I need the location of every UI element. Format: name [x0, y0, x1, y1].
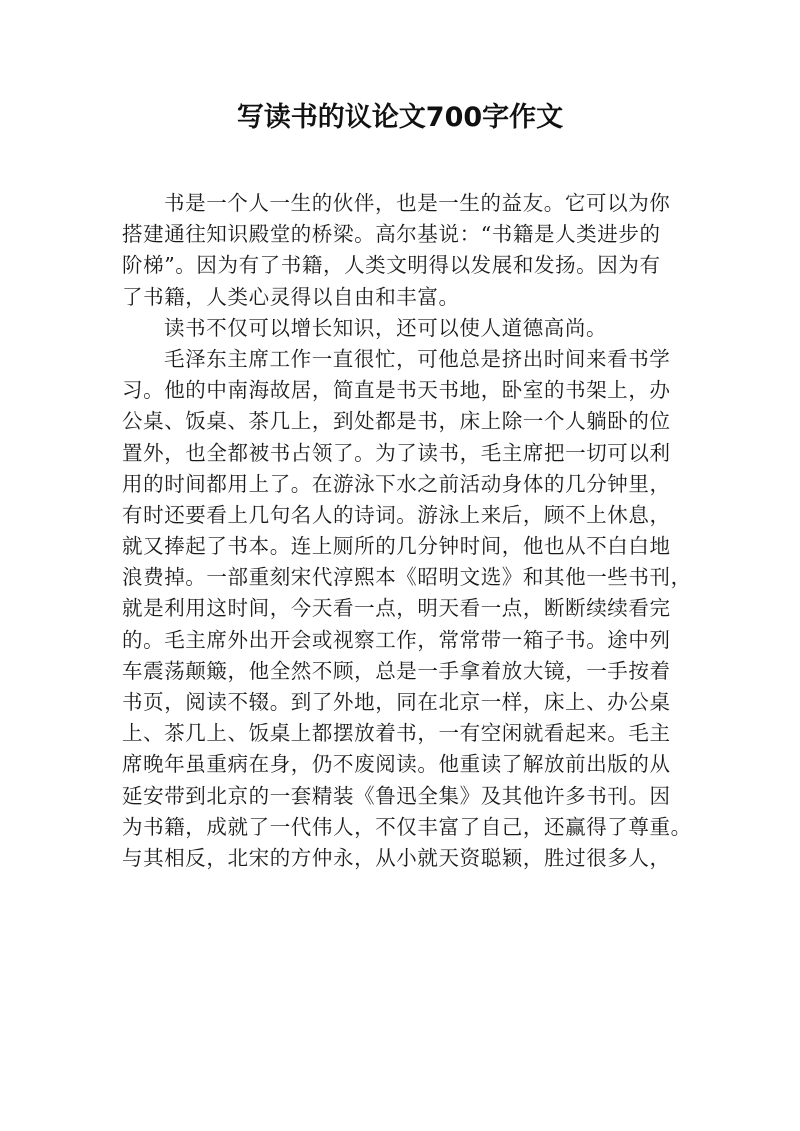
- paragraph-line: 了书籍，人类心灵得以自由和丰富。: [122, 284, 460, 309]
- paragraph-line: 读书不仅可以增长知识，还可以使人道德高尚。: [164, 315, 608, 340]
- paragraph-line: 上、茶几上、饭桌上都摆放着书，一有空闲就看起来。毛主: [122, 721, 671, 746]
- paragraph-line: 的。毛主席外出开会或视察工作，常常带一箱子书。途中列: [122, 627, 671, 652]
- paragraph-line: 浪费掉。一部重刻宋代淳熙本《昭明文选》和其他一些书刊，: [122, 565, 692, 590]
- paragraph-line: 延安带到北京的一套精装《鲁迅全集》及其他许多书刊。因: [122, 783, 671, 808]
- paragraph-line: 用的时间都用上了。在游泳下水之前活动身体的几分钟里，: [122, 471, 671, 496]
- document-title: 写读书的议论文700字作文: [236, 102, 564, 133]
- paragraph-line: 就是利用这时间，今天看一点，明天看一点，断断续续看完: [122, 596, 671, 621]
- paragraph-line: 书页，阅读不辍。到了外地，同在北京一样，床上、办公桌: [122, 690, 671, 714]
- paragraph-line: 毛泽东主席工作一直很忙，可他总是挤出时间来看书学: [164, 346, 671, 371]
- paragraph-line: 搭建通往知识殿堂的桥梁。高尔基说：“书籍是人类进步的: [122, 222, 661, 247]
- paragraph-line: 有时还要看上几句名人的诗词。游泳上来后，顾不上休息，: [122, 502, 671, 527]
- paragraph-line: 为书籍，成就了一代伟人，不仅丰富了自己，还赢得了尊重。: [122, 814, 692, 839]
- document-body: [122, 188, 692, 874]
- paragraph-line: 车震荡颠簸，他全然不顾，总是一手拿着放大镜，一手按着: [122, 658, 671, 683]
- paragraph-line: 置外，也全都被书占领了。为了读书，毛主席把一切可以利: [122, 440, 671, 465]
- paragraph-line: 阶梯”。因为有了书籍，人类文明得以发展和发扬。因为有: [122, 253, 661, 278]
- paragraph-line: 就又捧起了书本。连上厕所的几分钟时间，他也从不白白地: [122, 534, 671, 559]
- paragraph-line: 与其相反，北宋的方仲永，从小就天资聪颖，胜过很多人，: [122, 845, 671, 870]
- paragraph-line: 公桌、饭桌、茶几上，到处都是书，床上除一个人躺卧的位: [122, 409, 671, 434]
- paragraph-line: 习。他的中南海故居，简直是书天书地，卧室的书架上，办: [122, 378, 671, 403]
- paragraph-line: 席晚年虽重病在身，仍不废阅读。他重读了解放前出版的从: [122, 752, 671, 777]
- paragraph-line: 书是一个人一生的伙伴，也是一生的益友。它可以为你: [164, 191, 671, 215]
